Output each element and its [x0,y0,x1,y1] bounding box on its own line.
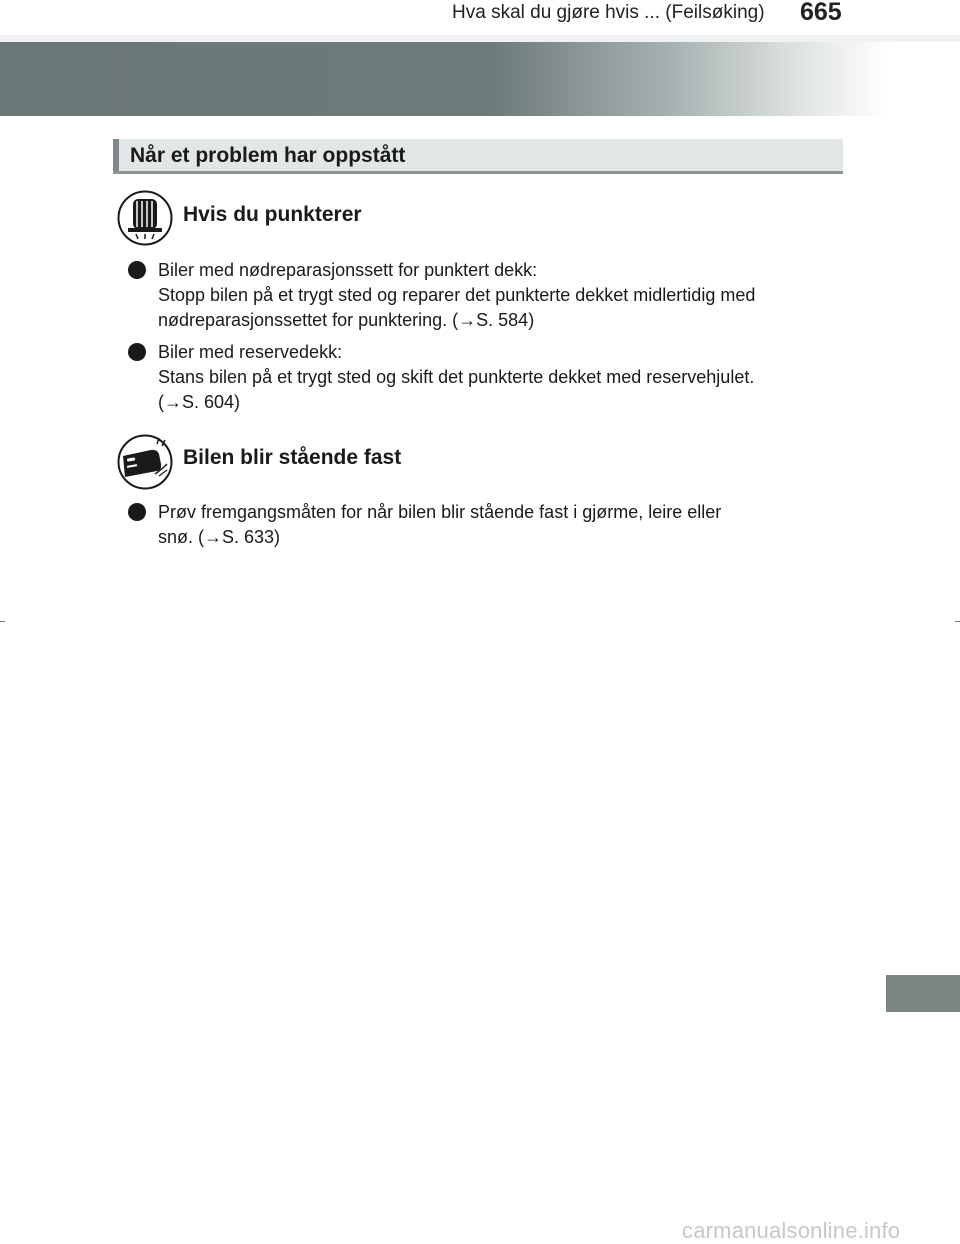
subsection-heading: Hvis du punkterer [183,203,362,226]
bullet-icon [128,343,146,361]
flat-tire-icon [117,190,173,246]
bullet-icon [128,503,146,521]
bullet-line: Stopp bilen på et trygt sted og reparer det punkterte dekket midlertidig med [158,285,756,305]
chapter-tab [886,975,960,1012]
chapter-title: Hva skal du gjøre hvis ... (Feilsøking) [452,2,765,23]
crop-mark-right [955,621,960,622]
subsection-heading: Bilen blir stående fast [183,446,402,469]
list-item [128,500,840,550]
bullet-line: snø. (→S. 633) [158,527,281,547]
bullet-line: Biler med nødreparasjonssett for punktert dekk: [158,260,538,280]
bullet-line: Prøv fremgangsmåten for når bilen blir stående fast i gjørme, leire eller [158,502,722,522]
section-header [113,139,843,174]
header-band [0,42,890,116]
watermark: carmanualsonline.info [682,1218,901,1243]
bullet-line: (→S. 604) [158,392,241,412]
list-item [128,258,840,333]
crop-mark-left [0,621,5,622]
bullet-icon [128,261,146,279]
bullet-line: Biler med reservedekk: [158,342,343,362]
header-top-strip [0,35,960,42]
list-item [128,340,840,415]
stuck-vehicle-icon [117,434,173,490]
section-title: Når et problem har oppstått [130,144,406,167]
bullet-line: Stans bilen på et trygt sted og skift det punkterte dekket med reservehjulet. [158,367,755,387]
bullet-line: nødreparasjonssettet for punktering. (→S. 584) [158,310,535,330]
page-number: 665 [800,0,842,26]
